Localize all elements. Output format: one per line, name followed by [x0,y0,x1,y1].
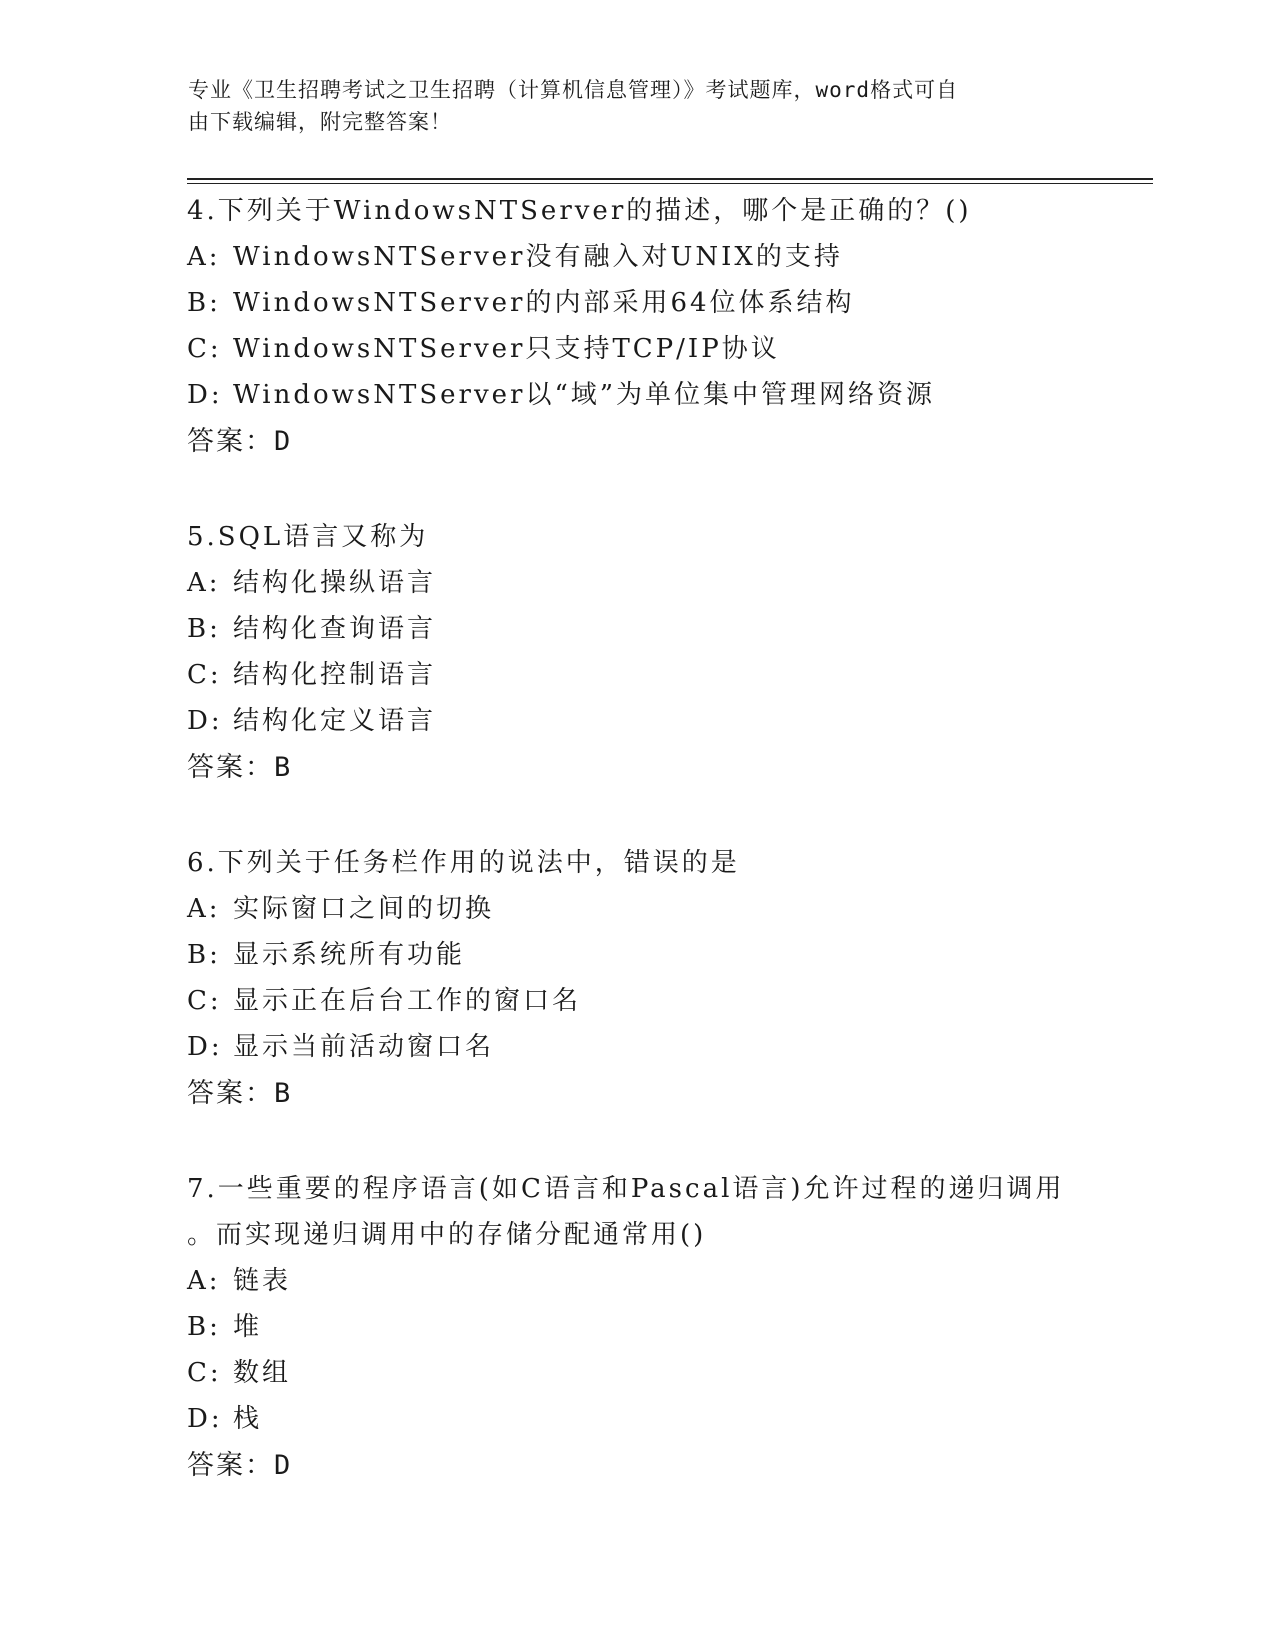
option-text: 显示系统所有功能 [233,940,466,970]
option-text: WindowsNTServer没有融入对UNIX的支持 [233,242,843,272]
header-line: 专业《卫生招聘考试之卫生招聘（计算机信息管理）》考试题库，word格式可自 [188,78,959,102]
question-stem: 7.一些重要的程序语言(如C语言和Pascal语言)允许过程的递归调用 [187,1174,1065,1204]
option-text: 显示正在后台工作的窗口名 [233,986,582,1016]
option-key: C: [187,986,222,1016]
document-header [188,74,1068,138]
answer-value: D [274,426,293,457]
answer-line [187,1442,1187,1488]
option-key: B: [187,1312,221,1342]
option-item [187,1024,1187,1070]
option-text: 数组 [233,1358,292,1388]
answer-label: 答案： [187,426,274,456]
answer-line [187,418,1187,464]
option-item [187,560,1187,606]
option-key: B: [187,940,221,970]
option-text: 结构化控制语言 [233,660,437,690]
option-key: A: [187,242,221,272]
option-key: C: [187,1358,222,1388]
answer-label: 答案： [187,752,274,782]
option-key: B: [187,288,221,318]
question-block [187,840,1187,1116]
option-text: 结构化查询语言 [233,614,437,644]
option-key: D: [187,380,223,410]
option-item [187,1304,1187,1350]
option-item [187,886,1187,932]
option-item [187,606,1187,652]
answer-line [187,1070,1187,1116]
option-key: D: [187,1404,223,1434]
option-key: A: [187,1266,221,1296]
answer-line [187,744,1187,790]
option-item [187,372,1187,418]
option-key: A: [187,894,221,924]
question-stem: 。而实现递归调用中的存储分配通常用() [187,1220,707,1250]
option-text: 栈 [233,1404,263,1434]
option-item [187,1350,1187,1396]
option-item [187,978,1187,1024]
answer-label: 答案： [187,1078,274,1108]
option-text: 结构化操纵语言 [233,568,437,598]
option-key: B: [187,614,221,644]
option-item [187,1396,1187,1442]
option-text: 结构化定义语言 [233,706,437,736]
header-line: 由下载编辑，附完整答案！ [188,110,452,134]
option-item [187,234,1187,280]
question-stem: 5.SQL语言又称为 [187,522,429,552]
option-item [187,326,1187,372]
question-stem: 6.下列关于任务栏作用的说法中，错误的是 [187,848,740,878]
question-block [187,1166,1187,1488]
question-block [187,514,1187,790]
option-item [187,1258,1187,1304]
option-text: 链表 [233,1266,292,1296]
option-text: WindowsNTServer以“域”为单位集中管理网络资源 [233,380,936,410]
header-divider [187,178,1153,180]
question-block [187,188,1187,464]
option-text: WindowsNTServer的内部采用64位体系结构 [233,288,855,318]
question-list [187,188,1187,1538]
option-text: 实际窗口之间的切换 [233,894,495,924]
option-item [187,280,1187,326]
option-key: D: [187,1032,223,1062]
option-text: 显示当前活动窗口名 [233,1032,495,1062]
option-key: A: [187,568,221,598]
option-key: C: [187,334,222,364]
option-item [187,698,1187,744]
option-key: C: [187,660,222,690]
answer-value: B [274,752,293,783]
question-stem: 4.下列关于WindowsNTServer的描述，哪个是正确的？() [187,196,972,226]
option-item [187,932,1187,978]
option-text: 堆 [233,1312,263,1342]
answer-label: 答案： [187,1450,274,1480]
answer-value: D [274,1450,293,1481]
answer-value: B [274,1078,293,1109]
option-key: D: [187,706,223,736]
option-text: WindowsNTServer只支持TCP/IP协议 [233,334,780,364]
option-item [187,652,1187,698]
header-divider-thin [187,183,1153,184]
